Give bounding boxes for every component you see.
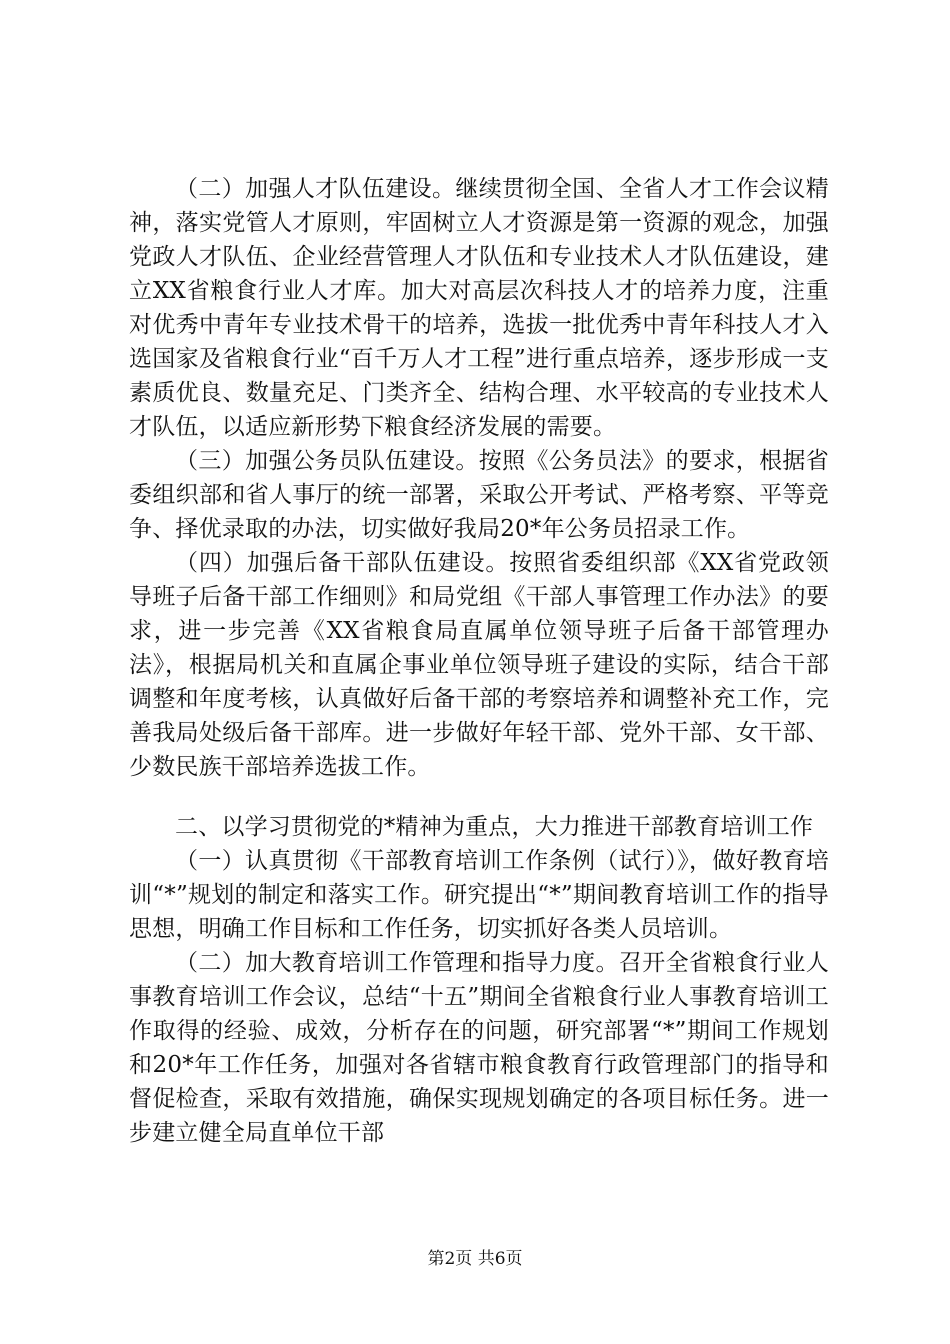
page-number-footer: 第2页 共6页 xyxy=(427,1249,523,1269)
paragraph-training-regulations: （一）认真贯彻《干部教育培训工作条例（试行）》，做好教育培训“*”规划的制定和落实工作。研究提出“*”期间教育培训工作的指导思想，明确工作目标和工作任务，切实抓好各类人员培训。 xyxy=(129,848,829,942)
section-heading-training: 二、以学习贯彻党的*精神为重点，大力推进干部教育培训工作 xyxy=(175,814,814,840)
paragraph-reserve-cadre-team: （四）加强后备干部队伍建设。按照省委组织部《XX省党政领导班子后备干部工作细则》和局党组《干部人事管理工作办法》的要求，进一步完善《XX省粮食局直属单位领导班子后备干部管理办法》，根据局机关和直属企事业单位领导班子建设的实际，结合干部调整和年度考核，认真做好后备干部的考察培养和调整补充工作，完善我局处级后备干部库。进一步做好年轻干部、党外干部、女干部、少数民族干部培养选拔工作。 xyxy=(129,550,829,780)
paragraph-civil-servant-team: （三）加强公务员队伍建设。按照《公务员法》的要求，根据省委组织部和省人事厅的统一部署，采取公开考试、严格考察、平等竞争、择优录取的办法，切实做好我局20*年公务员招录工作。 xyxy=(129,448,829,542)
paragraph-training-management: （二）加大教育培训工作管理和指导力度。召开全省粮食行业人事教育培训工作会议，总结“十五”期间全省粮食行业人事教育培训工作取得的经验、成效，分析存在的问题，研究部署“*”期间工作规划和20*年工作任务，加强对各省辖市粮食教育行政管理部门的指导和督促检查，采取有效措施，确保实现规划确定的各项目标任务。进一步建立健全局直单位干部 xyxy=(129,950,829,1146)
paragraph-talent-team: （二）加强人才队伍建设。继续贯彻全国、全省人才工作会议精神，落实党管人才原则，牢固树立人才资源是第一资源的观念，加强党政人才队伍、企业经营管理人才队伍和专业技术人才队伍建设，建立XX省粮食行业人才库。加大对高层次科技人才的培养力度，注重对优秀中青年专业技术骨干的培养，选拔一批优秀中青年科技人才入选国家及省粮食行业“百千万人才工程”进行重点培养，逐步形成一支素质优良、数量充足、门类齐全、结构合理、水平较高的专业技术人才队伍，以适应新形势下粮食经济发展的需要。 xyxy=(129,176,829,440)
document-body xyxy=(129,172,829,1150)
